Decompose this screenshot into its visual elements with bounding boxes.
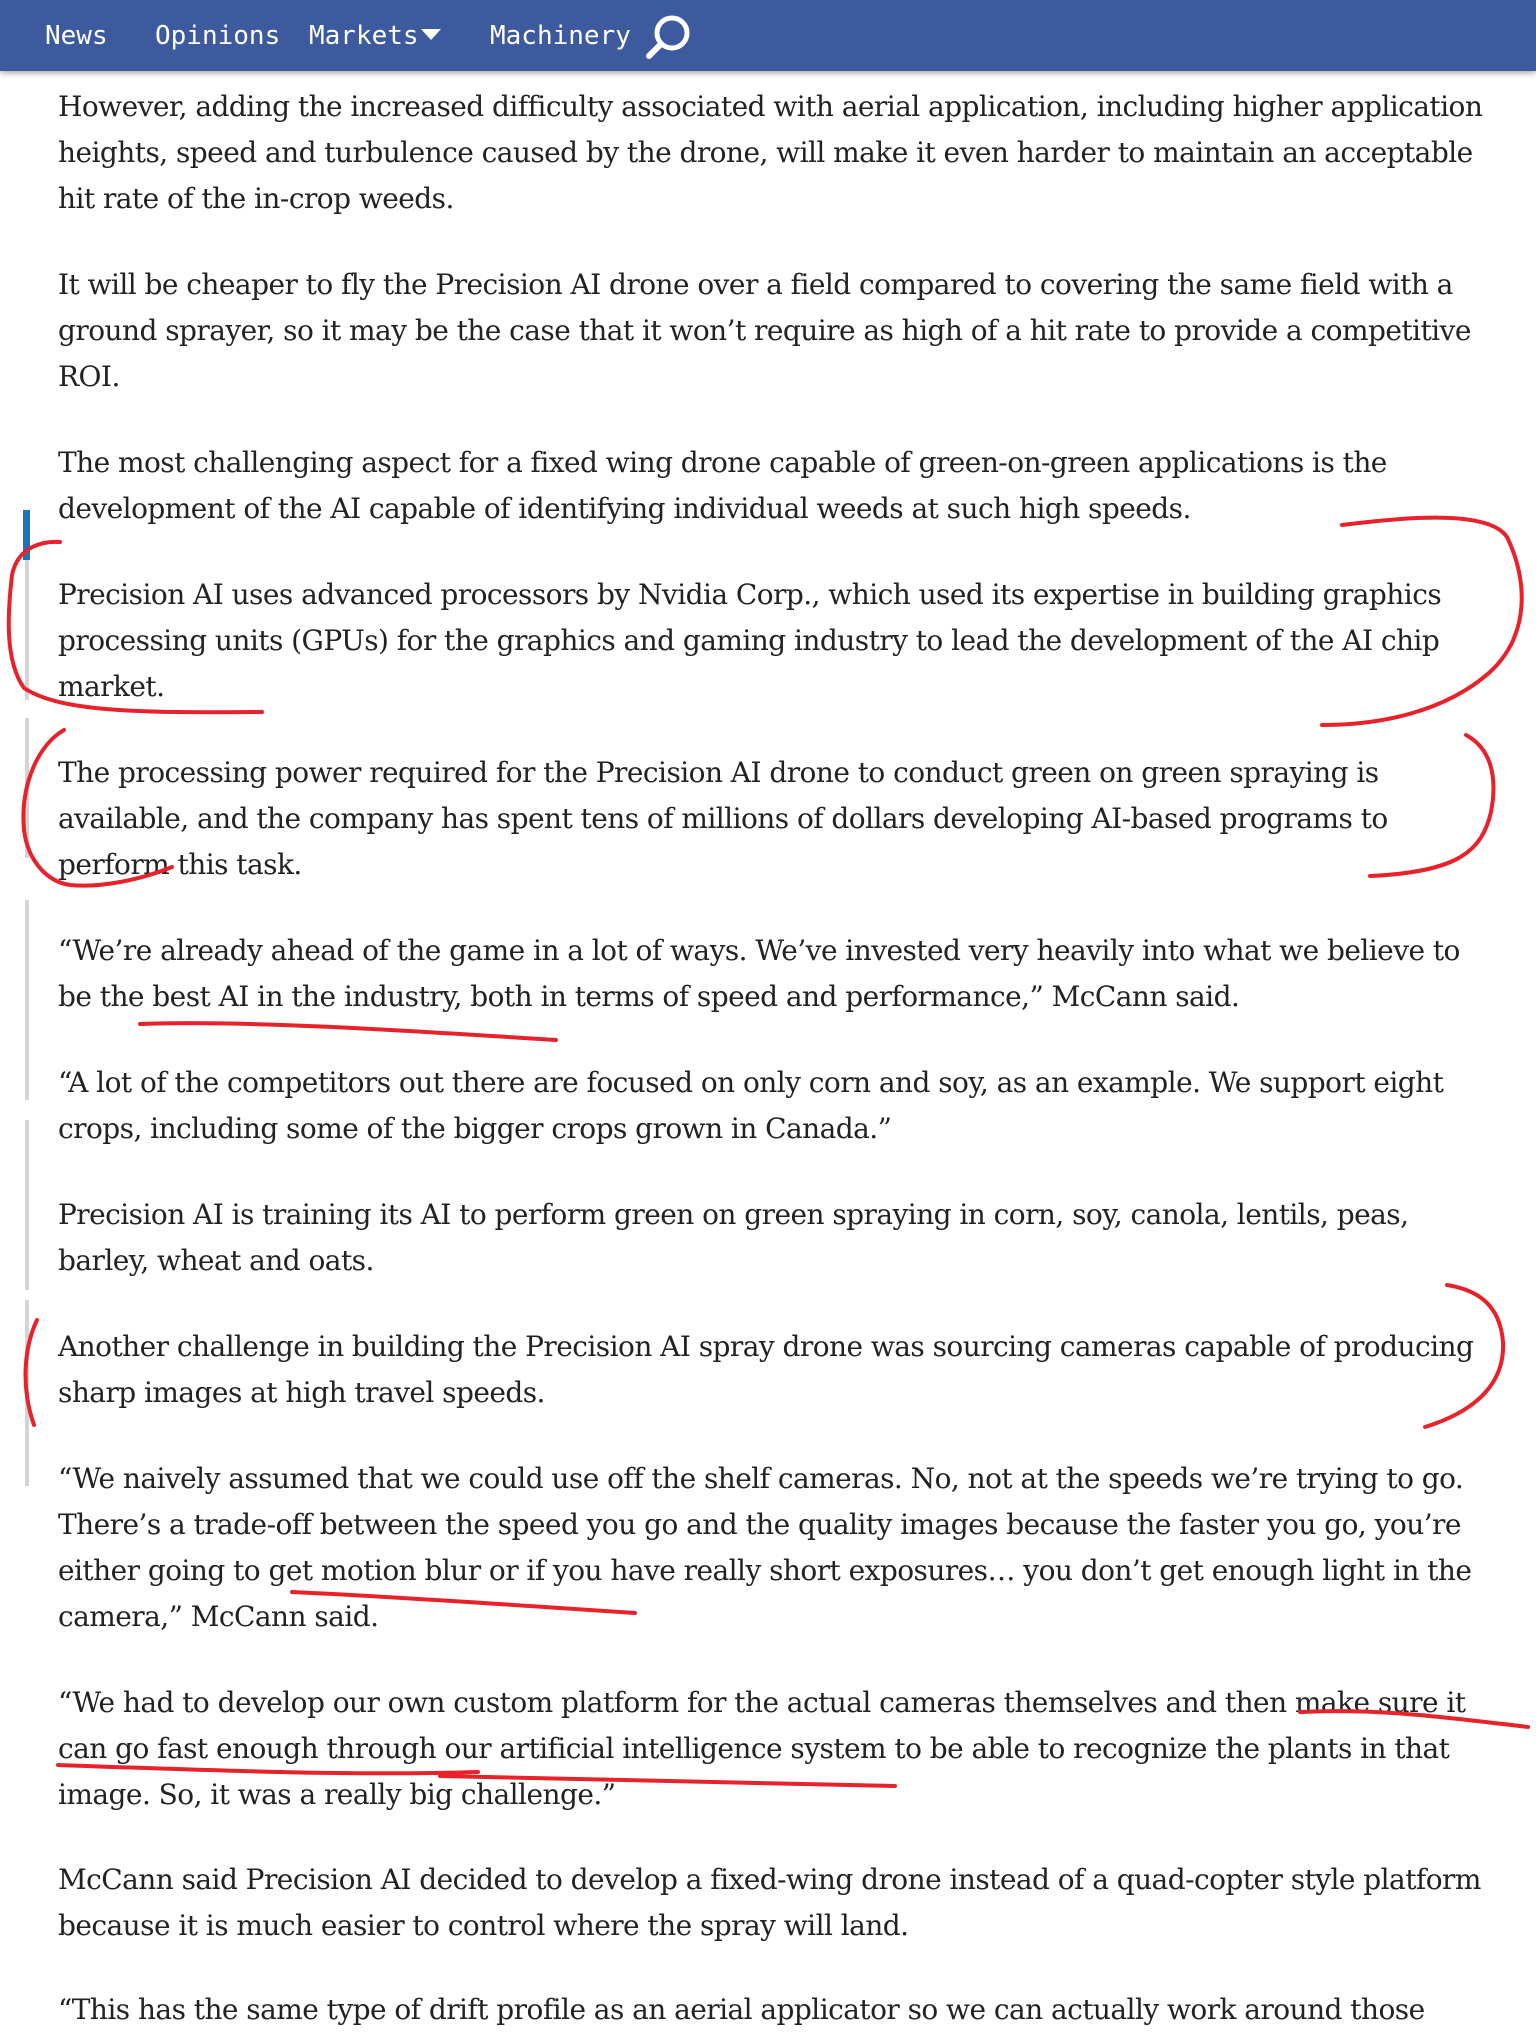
article-paragraph: The most challenging aspect for a fixed wing drone capable of green-on-green applications is the development of the AI capable of identifying individual weeds at such high speeds. xyxy=(58,446,1387,525)
scroll-indicator-track xyxy=(25,560,29,700)
article-paragraph: Precision AI is training its AI to perform green on green spraying in corn, soy, canola, lentils, peas, barley, wheat and oats. xyxy=(58,1198,1409,1277)
article-paragraph: “We naively assumed that we could use off the shelf cameras. No, not at the speeds we’re trying to go. There’s a trade-off between the speed you go and the quality images because the faster you go, you’re either going to get motion blur or if you have really short exposures… you don’t get enough light in the camera,” McCann said. xyxy=(58,1462,1472,1633)
article-paragraph: Another challenge in building the Precision AI spray drone was sourcing cameras capable of producing sharp images at high travel speeds. xyxy=(58,1330,1474,1409)
scroll-indicator-active xyxy=(23,510,30,560)
scroll-indicator-track xyxy=(25,900,29,1100)
scroll-indicator-track xyxy=(25,718,29,858)
article-paragraph: “A lot of the competitors out there are focused on only corn and soy, as an example. We support eight crops, including some of the bigger crops grown in Canada.” xyxy=(58,1066,1444,1145)
nav-item-opinions[interactable]: Opinions xyxy=(155,21,281,51)
article-paragraph: However, adding the increased difficulty associated with aerial application, including higher application heights, speed and turbulence caused by the drone, will make it even harder to maintain an acceptable hit rate of the in-crop weeds. xyxy=(58,90,1483,215)
scroll-indicator-track xyxy=(25,1120,29,1290)
nav-item-news[interactable]: News xyxy=(45,21,108,51)
article-paragraph: “This has the same type of drift profile as an aerial applicator so we can actually work around those xyxy=(58,1993,1425,2026)
search-icon[interactable] xyxy=(644,12,694,62)
nav-item-machinery[interactable]: Machinery xyxy=(490,21,631,51)
article-paragraph: Precision AI uses advanced processors by Nvidia Corp., which used its expertise in building graphics processing units (GPUs) for the graphics and gaming industry to lead the development of the AI chip market. xyxy=(58,578,1442,703)
article-paragraph: The processing power required for the Precision AI drone to conduct green on green spraying is available, and the company has spent tens of millions of dollars developing AI-based programs to perform this task. xyxy=(58,756,1388,881)
scroll-indicator-track xyxy=(25,1300,29,1486)
nav-item-markets[interactable]: Markets xyxy=(309,21,419,51)
article-paragraph: McCann said Precision AI decided to develop a fixed-wing drone instead of a quad-copter style platform because it is much easier to control where the spray will land. xyxy=(58,1863,1481,1942)
article-paragraph: It will be cheaper to fly the Precision AI drone over a field compared to covering the same field with a ground sprayer, so it may be the case that it won’t require as high of a hit rate to provide a competitive ROI. xyxy=(58,268,1471,393)
article-paragraph: “We had to develop our own custom platform for the actual cameras themselves and then make sure it can go fast enough through our artificial intelligence system to be able to recognize the plants in that image. So, it was a really big challenge.” xyxy=(58,1686,1466,1811)
top-nav-bar xyxy=(0,0,1536,71)
underline-mark xyxy=(140,1023,556,1040)
article-paragraph: “We’re already ahead of the game in a lot of ways. We’ve invested very heavily into what we believe to be the best AI in the industry, both in terms of speed and performance,” McCann said. xyxy=(58,934,1460,1013)
caret-down-icon[interactable] xyxy=(421,29,441,40)
